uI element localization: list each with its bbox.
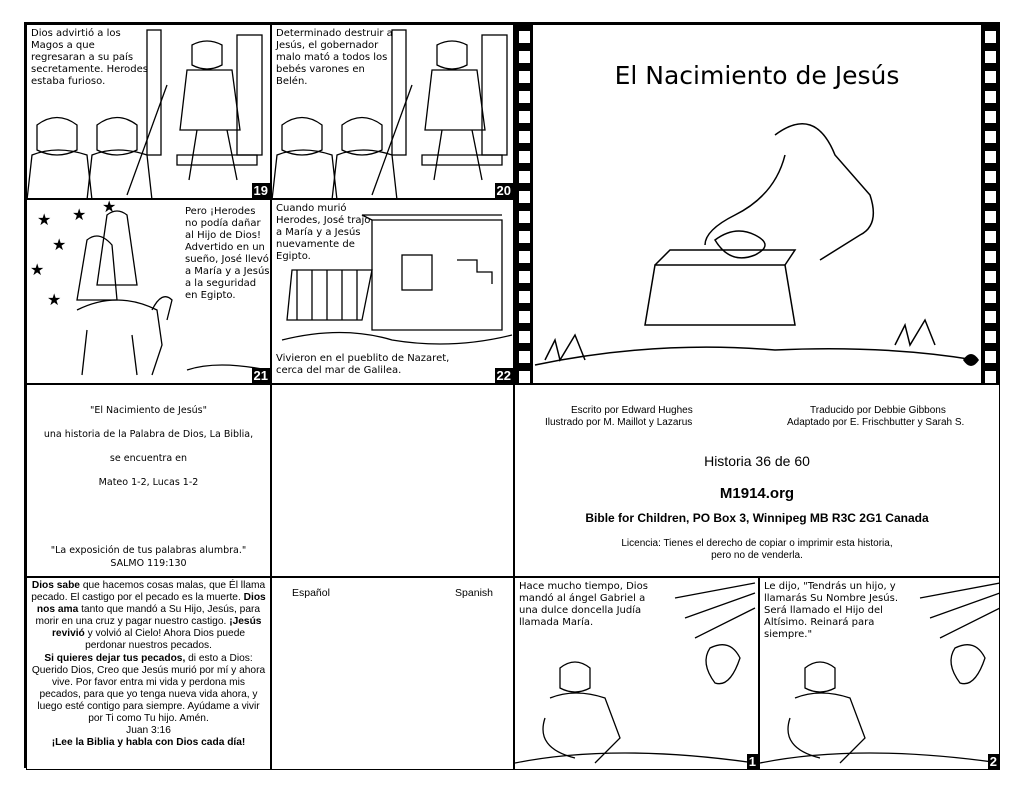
gospel-s1: que hacemos cosas malas, que Él llama pecado. El castigo por el pecado es la muerte.	[31, 580, 266, 604]
gospel-closing: ¡Lee la Biblia y habla con Dios cada día!	[51, 737, 246, 749]
gospel-text	[31, 580, 266, 749]
panel-21-text: Pero ¡Herodes no podía dañar al Hijo de Dios! Advertido en un sueño, José llevó a María y a Jesús a la seguridad en Egipto.	[185, 206, 270, 301]
panel-22-text-top: Cuando murió Herodes, José trajo a María y a Jesús nuevamente de Egipto.	[276, 203, 371, 262]
panel-22-number: 22	[496, 368, 511, 383]
gospel-s2-bold: Dios nos ama	[36, 592, 266, 616]
panel-2-number: 2	[989, 754, 997, 769]
panel-1	[514, 577, 759, 770]
panel-20-number: 20	[496, 183, 511, 198]
cover-panel	[514, 24, 1000, 384]
story-info-panel	[26, 384, 271, 577]
mailing-address: Bible for Children, PO Box 3, Winnipeg MB R3C 2G1 Canada	[585, 511, 929, 525]
panel-20	[271, 24, 514, 199]
info-title: "El Nacimiento de Jesús"	[90, 405, 207, 416]
license-line2: pero no de venderla.	[711, 550, 803, 561]
svg-text:★: ★	[47, 290, 62, 309]
panel-21-number: 21	[253, 368, 268, 383]
website: M1914.org	[719, 485, 795, 502]
panel-19	[26, 24, 271, 199]
blank-panel	[271, 384, 514, 577]
credit-adapted: Adaptado por E. Frischbutter y Sarah S.	[787, 417, 965, 428]
svg-text:★: ★	[52, 235, 67, 254]
credits-panel	[514, 384, 1000, 577]
gospel-panel	[26, 577, 271, 770]
svg-text:★: ★	[72, 205, 87, 224]
info-quote: "La exposición de tus palabras alumbra."	[50, 545, 247, 556]
panel-20-text: Determinado destruir a Jesús, el gobernador malo mató a todos los bebés varones en Belén.	[276, 28, 393, 87]
panel-19-text: Dios advirtió a los Magos a que regresaran a su país secretamente. Herodes estaba furioso.	[31, 28, 149, 87]
gospel-s2: tanto que mandó a Su Hijo, Jesús, para morir en una cruz y pagar nuestro castigo.	[35, 604, 261, 628]
gospel-s4: di esto a Dios: Querido Dios, Creo que Jesús murió por mí y ahora vive. Por favor entra mi vida y perdona mis pecados, para que yo tenga nueva vida ahora, y luego esté contigo para siempre. Ayúdame a vivir por Ti como Tu hijo. Amén.	[31, 652, 266, 725]
svg-text:★: ★	[37, 210, 52, 229]
panel-2	[759, 577, 1000, 770]
license-line1: Licencia: Tienes el derecho de copiar o imprimir esta historia,	[621, 538, 893, 549]
panel-1-number: 1	[748, 754, 756, 769]
info-line2: una historia de la Palabra de Dios, La Biblia,	[43, 429, 254, 440]
panel-2-text: Le dijo, "Tendrás un hijo, y llamarás Su Nombre Jesús. Será llamado el Hijo del Altísimo. Reinará para siempre."	[764, 581, 898, 640]
story-number: Historia 36 de 60	[704, 453, 810, 469]
panel-21	[26, 199, 271, 384]
gospel-s1-bold: Dios sabe	[31, 580, 80, 591]
language-native: Español	[292, 587, 330, 599]
credit-illustrated: Ilustrado por M. Maillot y Lazarus	[545, 417, 693, 428]
svg-text:★: ★	[102, 200, 117, 216]
manger-illustration	[515, 25, 1000, 384]
panel-22	[271, 199, 514, 384]
language-english: Spanish	[455, 587, 493, 599]
panel-22-text-bottom: Vivieron en el pueblito de Nazaret, cerca del mar de Galilea.	[276, 353, 450, 376]
credit-translated: Traducido por Debbie Gibbons	[810, 405, 946, 416]
gospel-s3: y volvió al Cielo! Ahora Dios puede perdonar nuestros pecados.	[84, 628, 246, 652]
panel-1-text: Hace mucho tiempo, Dios mandó al ángel Gabriel a una dulce doncella Judía llamada María.	[519, 581, 648, 628]
info-scripture: Mateo 1-2, Lucas 1-2	[98, 477, 199, 488]
info-quote-ref: SALMO 119:130	[110, 558, 187, 569]
cover-title: El Nacimiento de Jesús	[614, 61, 900, 90]
info-line3: se encuentra en	[109, 453, 188, 464]
booklet-sheet	[24, 22, 1000, 768]
gospel-ref: Juan 3:16	[126, 725, 171, 737]
panel-19-number: 19	[253, 183, 268, 198]
language-panel	[271, 577, 514, 770]
gospel-s4-bold: Si quieres dejar tus pecados,	[44, 652, 186, 664]
svg-text:★: ★	[30, 260, 45, 279]
gospel-s3-bold: ¡Jesús revivió	[51, 616, 262, 640]
credit-written: Escrito por Edward Hughes	[571, 405, 693, 416]
